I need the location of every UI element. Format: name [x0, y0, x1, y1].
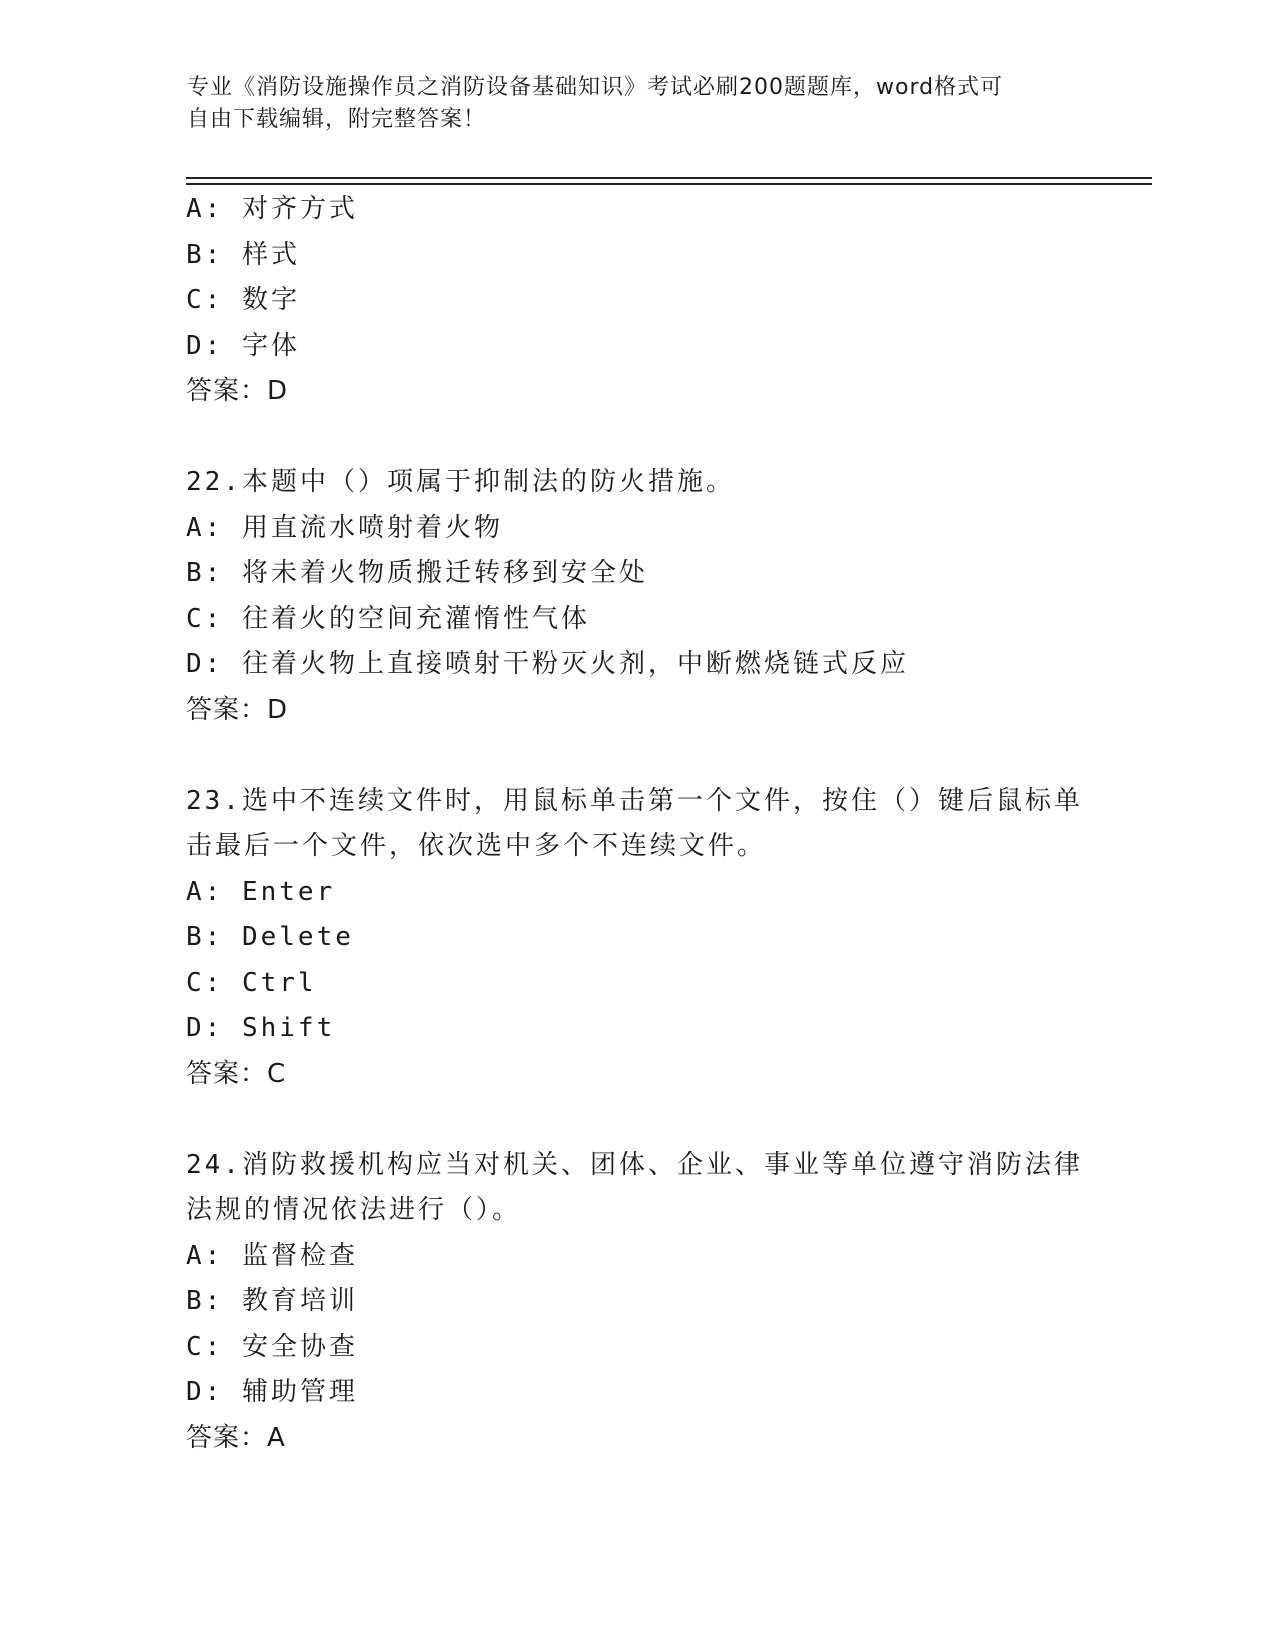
- option-b: B: 将未着火物质搬迁转移到安全处: [186, 558, 648, 588]
- question-stem-continued: 法规的情况依法进行（）。: [186, 1195, 522, 1225]
- question-stem: 24.消防救援机构应当对机关、团体、企业、事业等单位遵守消防法律: [186, 1149, 1083, 1180]
- option-b: B: 教育培训: [186, 1286, 358, 1316]
- question-24-block: [186, 1143, 1086, 1462]
- option-a: A: Enter: [186, 876, 336, 907]
- prev-question-block: [186, 187, 1086, 415]
- header-divider-bottom: [186, 183, 1152, 185]
- question-23-block: [186, 779, 1086, 1098]
- answer-line: 答案：A: [186, 1422, 286, 1453]
- answer-line: 答案：D: [186, 376, 289, 406]
- question-stem: 22.本题中（）项属于抑制法的防火措施。: [186, 467, 735, 497]
- option-c: C: 安全协查: [186, 1331, 358, 1362]
- question-22-block: [186, 460, 1086, 733]
- option-d: D: 字体: [186, 330, 300, 361]
- header-line-1: 专业《消防设施操作员之消防设备基础知识》考试必刷200题题库，word格式可: [187, 75, 1004, 100]
- option-c: C: 数字: [186, 285, 300, 315]
- question-list: [186, 187, 1086, 1461]
- document-header: [187, 72, 1067, 136]
- answer-line: 答案：C: [186, 1058, 287, 1089]
- option-a: A: 对齐方式: [186, 194, 358, 224]
- option-b: B: Delete: [186, 922, 354, 952]
- option-b: B: 样式: [186, 239, 300, 270]
- option-a: A: 监督检查: [186, 1240, 358, 1271]
- option-c: C: Ctrl: [186, 967, 317, 998]
- option-d: D: Shift: [186, 1013, 336, 1043]
- option-d: D: 辅助管理: [186, 1377, 358, 1407]
- answer-line: 答案：D: [186, 694, 289, 725]
- question-stem-continued: 击最后一个文件，依次选中多个不连续文件。: [186, 831, 767, 861]
- header-divider-top: [186, 177, 1152, 179]
- question-stem: 23.选中不连续文件时，用鼠标单击第一个文件，按住（）键后鼠标单: [186, 785, 1083, 816]
- option-c: C: 往着火的空间充灌惰性气体: [186, 603, 590, 634]
- header-line-2: 自由下载编辑，附完整答案！: [187, 107, 487, 132]
- option-a: A: 用直流水喷射着火物: [186, 512, 503, 543]
- option-d: D: 往着火物上直接喷射干粉灭火剂，中断燃烧链式反应: [186, 649, 909, 679]
